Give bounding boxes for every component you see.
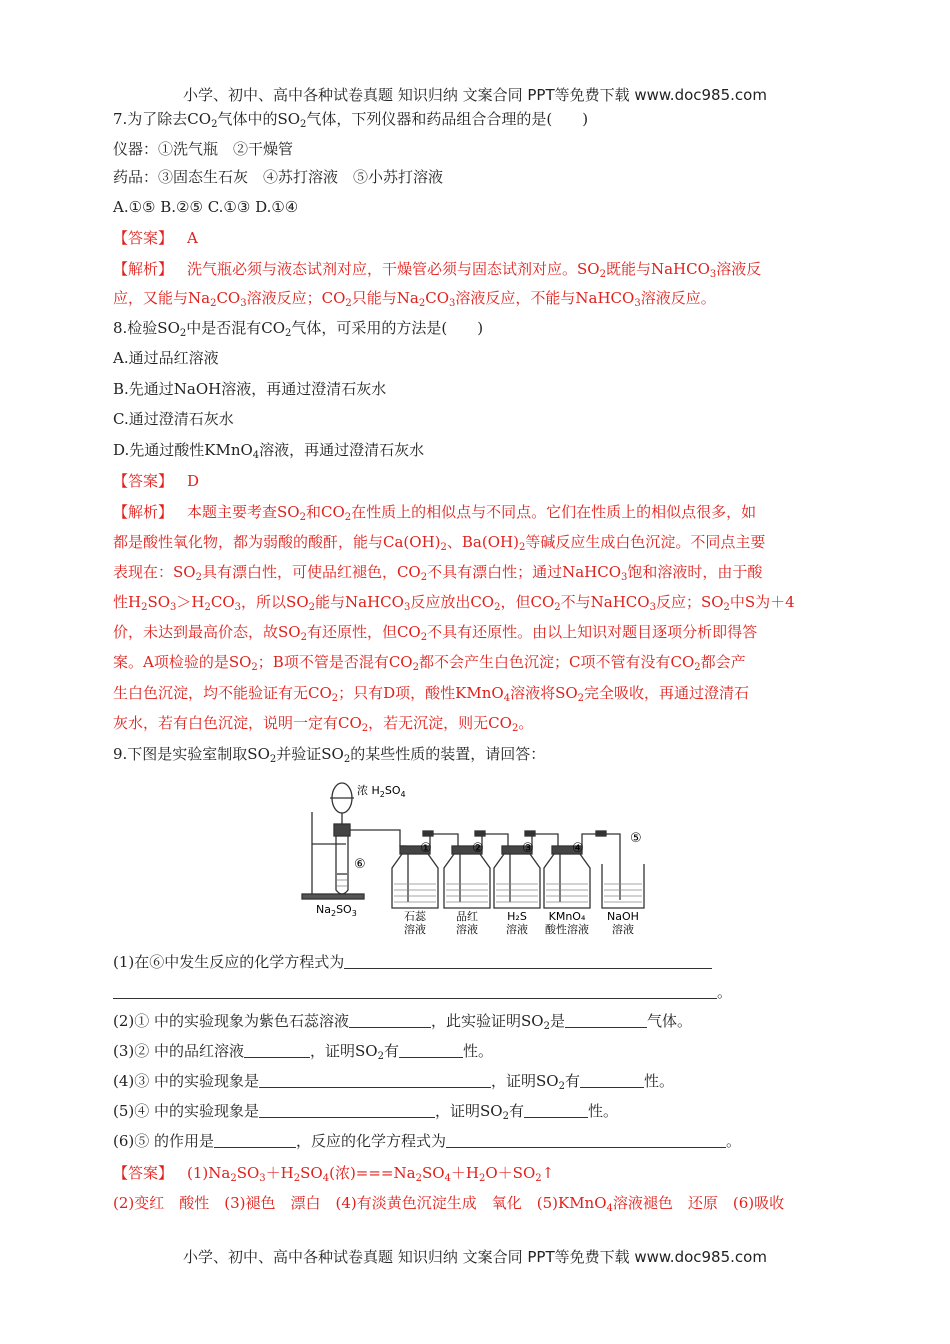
answer-blank[interactable] (244, 1042, 310, 1058)
q9-part1-continued: 。 (113, 982, 732, 1002)
q9-part5: (5)④ 中的实验现象是 ，证明$SO_2$有 性。 (113, 1102, 619, 1122)
q9-answer-line1: 【答案】 $(1)Na_2SO_3+H_2SO_4$(浓)$===Na_2SO_4+H_2O+SO_2↑$ (113, 1164, 555, 1184)
fig-label-3: ③ (522, 841, 534, 856)
q8-option-b: B.先通过NaOH溶液，再通过澄清石灰水 (113, 380, 387, 398)
answer-blank[interactable] (214, 1132, 296, 1148)
q9-part3: (3)② 中的品红溶液 ，证明$SO_2$有 性。 (113, 1042, 494, 1062)
q8-analysis-line3: 表现在：$SO_2$具有漂白性，可使品红褪色，$CO_2$不具有漂白性；通过NaHCO$_3$饱和溶液时，由于酸 (113, 563, 763, 583)
q9-part2: (2)① 中的实验现象为紫色石蕊溶液 ，此实验证明$SO_2$是 气体。 (113, 1012, 693, 1032)
answer-blank[interactable] (524, 1102, 588, 1118)
q8-analysis-line2: 都是酸性氧化物，都为弱酸的酸酐，能与$Ca(OH)_2$、$Ba(OH)_2$等碱反应生成白色沉淀。不同点主要 (113, 533, 766, 553)
q7-reagents: 药品：③固态生石灰 ④苏打溶液 ⑤小苏打溶液 (113, 168, 444, 186)
answer-blank[interactable] (349, 1012, 431, 1028)
q8-analysis-line5: 价，未达到最高价态，故$SO_2$有还原性，但$CO_2$不具有还原性。由以上知识对题目逐项分析即得答 (113, 623, 758, 643)
q8-analysis-line8: 灰水，若有白色沉淀，说明一定有$CO_2$，若无沉淀，则无$CO_2$。 (113, 714, 534, 734)
bottle1-label-line1: 石蕊 (404, 910, 426, 923)
page-footer: 小学、初中、高中各种试卷真题 知识归纳 文案合同 PPT等免费下载 www.doc985.com (183, 1248, 767, 1266)
apparatus-diagram (300, 772, 660, 937)
answer-blank[interactable] (580, 1072, 644, 1088)
q9-part1: (1)在⑥中发生反应的化学方程式为 (113, 952, 712, 972)
answer-blank[interactable] (399, 1042, 463, 1058)
bottle1-label-line2: 溶液 (404, 923, 426, 936)
q8-analysis-line1: 【解析】 本题主要考查$SO_2$和$CO_2$在性质上的相似点与不同点。它们在性质上的相似点很多，如 (113, 503, 757, 523)
q7-analysis-line2: 应，又能与$Na_2CO_3$溶液反应；$CO_2$只能与$Na_2CO_3$溶液反应，不能与NaHCO$_3$溶液反应。 (113, 289, 716, 309)
q8-analysis-line4: 性$H_2SO_3>H_2CO_3$，所以$SO_2$能与NaHCO$_3$反应放出$CO_2$，但$CO_2$不与NaHCO$_3$反应；$SO_2$中S为＋4 (113, 593, 795, 613)
bottle4-label-line2: 酸性溶液 (545, 923, 589, 936)
q8-option-d: D.先通过酸性KMnO$_4$溶液，再通过澄清石灰水 (113, 441, 425, 461)
fig-label-6: ⑥ (354, 857, 366, 872)
q7-stem: 7.为了除去$CO_2$气体中的$SO_2$气体，下列仪器和药品组合合理的是( ) (113, 110, 589, 130)
beaker-label-line2: 溶液 (612, 923, 634, 936)
q8-analysis-line7: 生白色沉淀，均不能验证有无$CO_2$；只有D项，酸性KMnO$_4$溶液将$SO_2$完全吸收，再通过澄清石 (113, 684, 750, 704)
fig-label-2: ② (472, 841, 484, 856)
q9-stem: 9.下图是实验室制取$SO_2$并验证$SO_2$的某些性质的装置，请回答： (113, 745, 546, 765)
bottle4-label-line1: KMnO₄ (548, 910, 586, 923)
q8-stem: 8.检验$SO_2$中是否混有$CO_2$气体，可采用的方法是( ) (113, 319, 484, 339)
bottle2-label-line1: 品红 (456, 910, 478, 923)
q7-answer: 【答案】 A (113, 229, 198, 247)
page-header: 小学、初中、高中各种试卷真题 知识归纳 文案合同 PPT等免费下载 www.doc985.com (183, 86, 767, 104)
q9-part4: (4)③ 中的实验现象是 ，证明$SO_2$有 性。 (113, 1072, 675, 1092)
q8-option-a: A.通过品红溶液 (113, 349, 219, 367)
bottle2-label-line2: 溶液 (456, 923, 478, 936)
q7-options: A.①⑤ B.②⑤ C.①③ D.①④ (113, 198, 299, 216)
q8-option-c: C.通过澄清石灰水 (113, 410, 234, 428)
q9-answer-line2: (2)变红 酸性 (3)褪色 漂白 (4)有淡黄色沉淀生成 氧化 (5)KMnO$_4$溶液褪色 还原 (6)吸收 (113, 1194, 785, 1214)
beaker-label-line1: NaOH (607, 910, 639, 923)
fig-label-5: ⑤ (630, 831, 642, 846)
fig-label-4: ④ (572, 841, 584, 856)
bottle3-label-line1: H₂S (507, 910, 527, 923)
bottle3-label-line2: 溶液 (506, 923, 528, 936)
answer-blank[interactable] (344, 953, 712, 969)
answer-blank[interactable] (565, 1012, 647, 1028)
answer-blank[interactable] (259, 1102, 435, 1118)
q8-answer: 【答案】 D (113, 472, 200, 490)
answer-blank[interactable] (259, 1072, 491, 1088)
answer-blank[interactable] (446, 1132, 726, 1148)
fig-na2so3-label: $Na_2SO_3$ (316, 903, 357, 918)
answer-blank[interactable] (113, 983, 717, 999)
q7-instruments: 仪器：①洗气瓶 ②干燥管 (113, 140, 294, 158)
q7-analysis-line1: 【解析】 洗气瓶必须与液态试剂对应，干燥管必须与固态试剂对应。$SO_2$既能与NaHCO$_3$溶液反 (113, 260, 762, 280)
fig-label-1: ① (420, 841, 432, 856)
q8-analysis-line6: 案。A项检验的是$SO_2$；B项不管是否混有$CO_2$都不会产生白色沉淀；C项不管有没有$CO_2$都会产 (113, 653, 746, 673)
fig-acid-label: 浓 $H_2SO_4$ (357, 784, 406, 799)
q9-part6: (6)⑤ 的作用是 ，反应的化学方程式为 。 (113, 1132, 742, 1150)
